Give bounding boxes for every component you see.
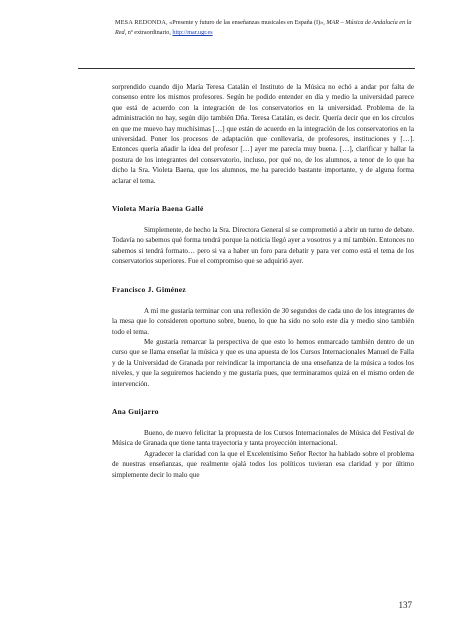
header-rule xyxy=(78,68,415,69)
header-journal: MAR – Música de Andalucía en la Red xyxy=(115,19,412,36)
paragraph: Agradecer la claridad con la que el Excelentísimo Señor Rector ha hablado sobre el problema de nuestras enseñanzas, que realmente ojalá todos los políticos tuvieran esa claridad y por último simplemente decir lo malo que xyxy=(112,449,414,479)
speaker-name-3: Ana Guijarro xyxy=(112,406,159,416)
page-number: 137 xyxy=(398,600,412,610)
header-author: MESA REDONDA xyxy=(115,19,167,26)
speaker-name-1: Violeta María Baena Gallé xyxy=(112,204,204,214)
paragraph: Simplemente, de hecho la Sra. Directora General sí se comprometió a abrir un turno de debate. Todavía no sabemos qué forma tendrá porque la noticia llegó ayer a vosotros y a mí también. Entonces no sabemos si tendrá formato… pero si va a haber un foro para debatir y para ver como está el tema de los conservatorios superiores. Fue el compromiso que se adquirió ayer. xyxy=(112,226,414,266)
header-title: , «Presente y futuro de las enseñanzas musicales en España (I)», xyxy=(166,19,327,26)
running-header xyxy=(115,18,415,38)
paragraph: Bueno, de nuevo felicitar la propuesta de los Cursos Internacionales de Música del Festival de Música de Granada que tiene tanta trayectoria y tanta proyección internacional. xyxy=(112,428,414,448)
paragraph: A mí me gustaría terminar con una reflexión de 30 segundos de cada uno de los integrantes de la mesa que lo consideren oportuno sobre, bueno, lo que ha sido no solo este día y medio sino también todo el tema. xyxy=(112,306,414,336)
paragraph-intro: sorprendido cuando dijo María Teresa Catalán el Instituto de la Música no echó a andar por falta de consenso entre los mismos profesores. Según he podido entender en día y medio la universidad parece que está de acuerdo con la integración de los conservatorios en la universidad. Problema de la administración no hay, según dijo también Dña. Teresa Catalán, es decir. Quería decir que en los círculos en que me muevo hay muchísimas […] que están de acuerdo en la integración de los conservatorios en la universidad. Poner los procesos de adaptación que conllevaría, de profesores, instituciones y […]. Entonces quería añadir la idea del profesor […] ayer me parecía muy buena. […], clarificar y hallar la postura de los integrantes del conservatorio, incluso, por qué no, de los alumnos, a tenor de lo que ha dicho la Sra. Violeta Baena, que los alumnos, me ha parecido bastante importante, y de alguna forma aclarar el tema. xyxy=(112,83,414,185)
header-link[interactable]: http://mar.ugr.es xyxy=(172,29,213,36)
document-body xyxy=(112,82,414,480)
speaker-name-2: Francisco J. Giménez xyxy=(112,284,186,294)
header-issue: , nº extraordinario, xyxy=(124,29,173,36)
paragraph: Me gustaría remarcar la perspectiva de que esto lo hemos enmarcado también dentro de un curso que se llama enseñar la música y que es una apuesta de los Cursos Internacionales Manuel de Falla y de la Universidad de Granada por reivindicar la importancia de una enseñanza de la música a todos los niveles, y que la seguiremos haciendo y me gustaría pues, que terminaramos quizá en el mismo orden de intervención. xyxy=(112,337,414,388)
